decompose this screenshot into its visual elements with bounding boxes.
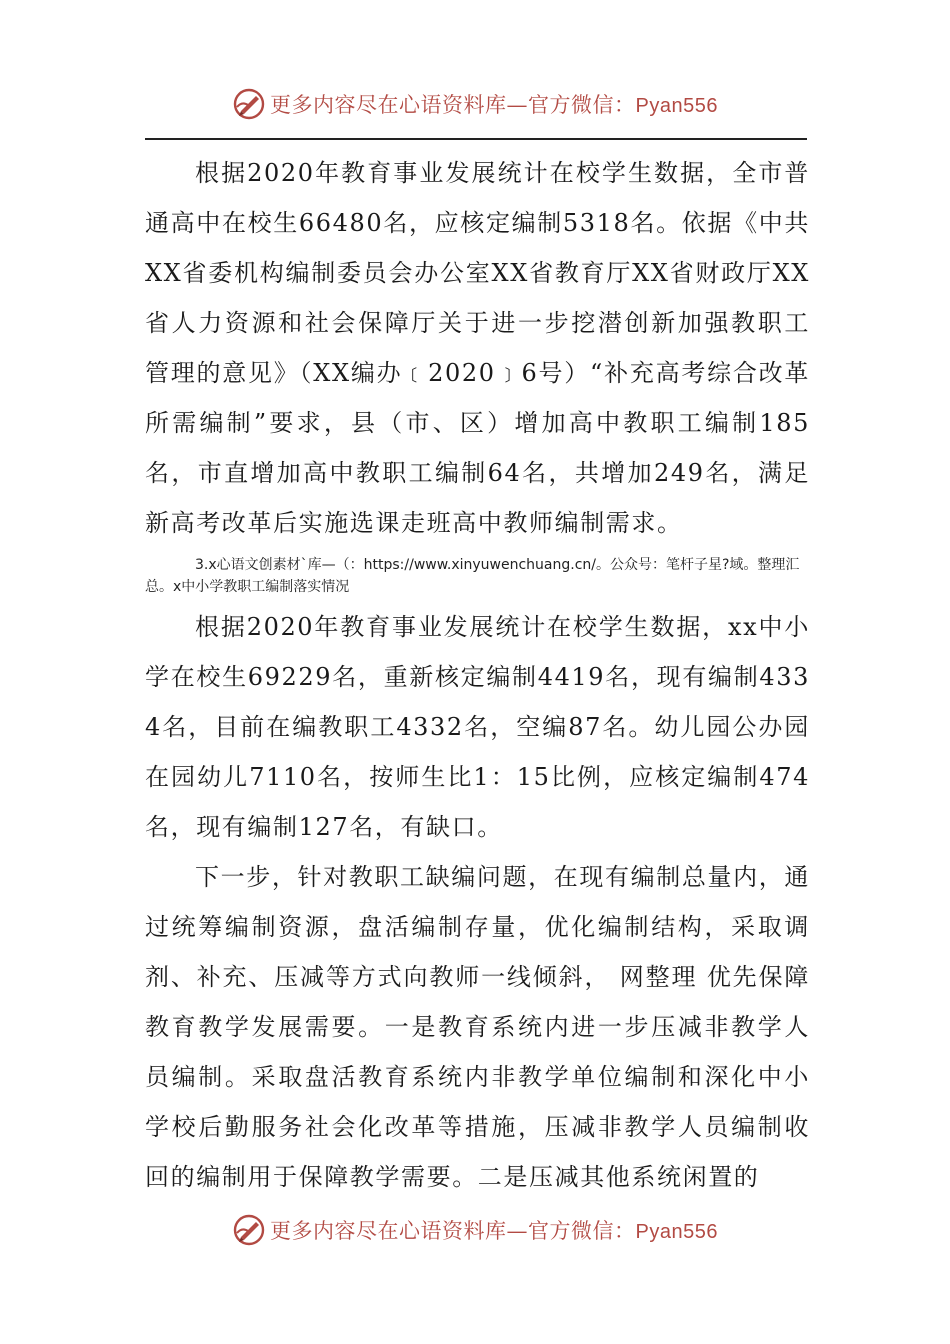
footer-banner-text bbox=[270, 1215, 718, 1245]
header-wechat-id: Pyan556 bbox=[635, 95, 718, 117]
footer-wechat-id: Pyan556 bbox=[635, 1221, 718, 1243]
pen-logo-icon bbox=[232, 87, 266, 121]
paragraph-primary-secondary-staffing: 根据2020年教育事业发展统计在校学生数据，xx中小学在校生69229名，重新核定编制4419名，现有编制4334名，目前在编教职工4332名，空编87名。幼儿园公办园在园幼儿7110名，按师生比1：15比例，应核定编制474名，现有编制127名，有缺口。 bbox=[145, 613, 810, 841]
header-divider bbox=[145, 138, 807, 140]
pen-logo-icon bbox=[232, 1213, 266, 1247]
footer-banner bbox=[0, 1210, 950, 1250]
header-banner bbox=[0, 84, 950, 124]
source-note: 3.x心语文创素材`库—（：https://www.xinyuwenchuang.cn/。公众号：笔杆子星?域。整理汇总。x中小学教职工编制落实情况 bbox=[145, 557, 800, 595]
paragraph-high-school-staffing: 根据2020年教育事业发展统计在校学生数据，全市普通高中在校生66480名，应核定编制5318名。依据《中共XX省委机构编制委员会办公室XX省教育厅XX省财政厅XX省人力资源和社会保障厅关于进一步挖潜创新加强教职工管理的意见》（XX编办﹝2020﹞6号）“补充高考综合改革所需编制”要求，县（市、区）增加高中教职工编制185名，市直增加高中教职工编制64名，共增加249名，满足新高考改革后实施选课走班高中教师编制需求。 bbox=[145, 159, 810, 537]
header-banner-text bbox=[270, 89, 718, 119]
paragraph-next-steps: 下一步，针对教职工缺编问题，在现有编制总量内，通过统筹编制资源，盘活编制存量，优化编制结构，采取调剂、补充、压减等方式向教师一线倾斜， 网整理 优先保障教育教学发展需要。一是教育系统内进一步压减非教学人员编制。采取盘活教育系统内非教学单位编制和深化中小学校后勤服务社会化改革等措施，压减非教学人员编制收回的编制用于保障教学需要。二是压减其他系统闲置的 bbox=[145, 863, 810, 1191]
footer-banner-label: 更多内容尽在心语资料库—官方微信： bbox=[270, 1219, 636, 1243]
header-banner-label: 更多内容尽在心语资料库—官方微信： bbox=[270, 93, 636, 117]
document-body bbox=[145, 148, 810, 1202]
